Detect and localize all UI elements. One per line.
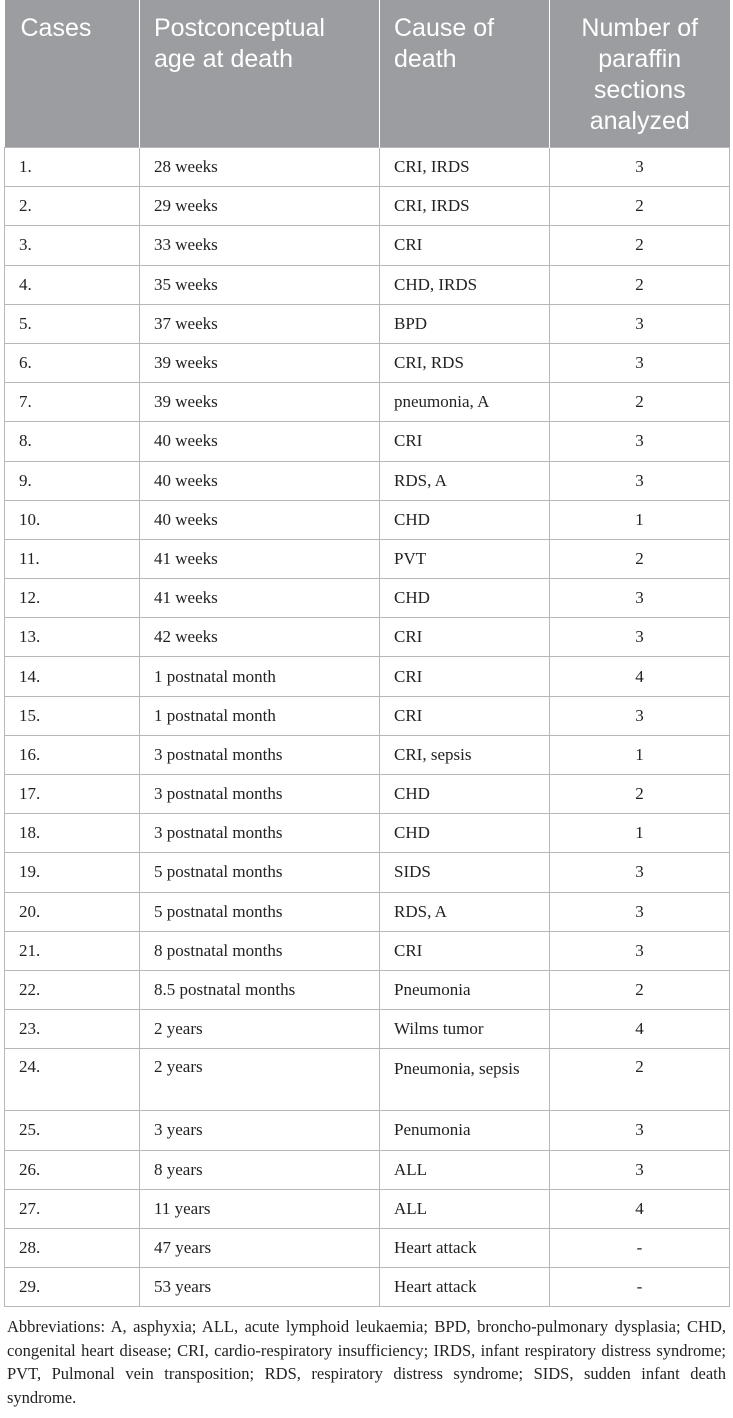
table-row (5, 1268, 730, 1307)
header-sections: Number of paraffin sections analyzed (550, 0, 730, 148)
cell-case: 23. (5, 1010, 140, 1049)
cell-cause: ALL (380, 1189, 550, 1228)
table-row (5, 500, 730, 539)
table-row (5, 148, 730, 187)
table-row (5, 696, 730, 735)
cell-age: 47 years (140, 1228, 380, 1267)
cell-cause: CHD (380, 579, 550, 618)
table-row (5, 461, 730, 500)
cell-sections: 3 (550, 618, 730, 657)
cell-case: 11. (5, 539, 140, 578)
cell-cause: Heart attack (380, 1268, 550, 1307)
table-row (5, 1228, 730, 1267)
cell-case: 18. (5, 814, 140, 853)
cell-sections: 3 (550, 696, 730, 735)
cell-case: 19. (5, 853, 140, 892)
cell-case: 22. (5, 970, 140, 1009)
table-row (5, 304, 730, 343)
cell-cause: Pneumonia, sepsis (380, 1049, 550, 1111)
table-row (5, 343, 730, 382)
cell-case: 5. (5, 304, 140, 343)
cell-age: 8 years (140, 1150, 380, 1189)
cell-sections: 3 (550, 304, 730, 343)
table-row (5, 422, 730, 461)
cell-cause: CRI (380, 696, 550, 735)
cell-case: 12. (5, 579, 140, 618)
cell-sections: 4 (550, 1010, 730, 1049)
cases-table (4, 0, 730, 1307)
cell-case: 6. (5, 343, 140, 382)
cell-cause: CRI (380, 657, 550, 696)
table-row (5, 1010, 730, 1049)
cell-case: 1. (5, 148, 140, 187)
cell-sections: 3 (550, 931, 730, 970)
cell-age: 3 years (140, 1111, 380, 1150)
table-row (5, 1150, 730, 1189)
table-row (5, 265, 730, 304)
table-row (5, 579, 730, 618)
header-age: Postconceptual age at death (140, 0, 380, 148)
cell-age: 8.5 postnatal months (140, 970, 380, 1009)
table-row (5, 735, 730, 774)
cell-age: 53 years (140, 1268, 380, 1307)
cell-sections: 3 (550, 422, 730, 461)
cell-cause: RDS, A (380, 461, 550, 500)
table-row (5, 814, 730, 853)
cell-age: 33 weeks (140, 226, 380, 265)
cell-case: 16. (5, 735, 140, 774)
cell-sections: 2 (550, 383, 730, 422)
cell-sections: 1 (550, 814, 730, 853)
cell-sections: 3 (550, 1150, 730, 1189)
cell-case: 21. (5, 931, 140, 970)
cell-age: 40 weeks (140, 422, 380, 461)
header-cases: Cases (5, 0, 140, 148)
cell-cause: Wilms tumor (380, 1010, 550, 1049)
cell-sections: 3 (550, 579, 730, 618)
table-row (5, 931, 730, 970)
table-row (5, 853, 730, 892)
table-row (5, 657, 730, 696)
cell-cause: PVT (380, 539, 550, 578)
table-body (5, 148, 730, 1307)
cell-case: 27. (5, 1189, 140, 1228)
cell-age: 35 weeks (140, 265, 380, 304)
cell-age: 40 weeks (140, 461, 380, 500)
cell-cause: CHD (380, 814, 550, 853)
cell-sections: 3 (550, 343, 730, 382)
table-row (5, 226, 730, 265)
cell-sections: 4 (550, 1189, 730, 1228)
table-header (5, 0, 730, 148)
cell-cause: CHD, IRDS (380, 265, 550, 304)
cell-cause: SIDS (380, 853, 550, 892)
cell-case: 20. (5, 892, 140, 931)
cell-case: 28. (5, 1228, 140, 1267)
table-row (5, 383, 730, 422)
cell-age: 1 postnatal month (140, 657, 380, 696)
cell-case: 3. (5, 226, 140, 265)
cell-sections: - (550, 1228, 730, 1267)
header-cause: Cause of death (380, 0, 550, 148)
table-row (5, 892, 730, 931)
cell-sections: 2 (550, 775, 730, 814)
cell-sections: 1 (550, 500, 730, 539)
cell-case: 9. (5, 461, 140, 500)
cell-cause: CRI (380, 422, 550, 461)
cell-age: 5 postnatal months (140, 892, 380, 931)
cell-cause: pneumonia, A (380, 383, 550, 422)
cell-case: 13. (5, 618, 140, 657)
cell-case: 17. (5, 775, 140, 814)
table-row (5, 775, 730, 814)
cell-sections: 3 (550, 148, 730, 187)
cell-age: 41 weeks (140, 579, 380, 618)
cell-case: 25. (5, 1111, 140, 1150)
cell-cause: BPD (380, 304, 550, 343)
cell-sections: 4 (550, 657, 730, 696)
cell-cause: RDS, A (380, 892, 550, 931)
cell-cause: CRI, IRDS (380, 187, 550, 226)
cell-age: 41 weeks (140, 539, 380, 578)
cell-sections: 3 (550, 892, 730, 931)
table-row (5, 970, 730, 1009)
cell-sections: 2 (550, 187, 730, 226)
cell-age: 5 postnatal months (140, 853, 380, 892)
cell-cause: CHD (380, 775, 550, 814)
cell-cause: CRI, sepsis (380, 735, 550, 774)
cell-cause: CRI, IRDS (380, 148, 550, 187)
cell-sections: 3 (550, 461, 730, 500)
cell-sections: 2 (550, 539, 730, 578)
cell-cause: ALL (380, 1150, 550, 1189)
cell-age: 28 weeks (140, 148, 380, 187)
table-container (4, 0, 729, 1409)
cell-case: 7. (5, 383, 140, 422)
cell-cause: Heart attack (380, 1228, 550, 1267)
cell-case: 10. (5, 500, 140, 539)
cell-cause: CRI (380, 931, 550, 970)
cell-age: 42 weeks (140, 618, 380, 657)
table-row (5, 1049, 730, 1111)
cell-age: 2 years (140, 1049, 380, 1111)
cell-age: 39 weeks (140, 343, 380, 382)
cell-sections: 2 (550, 970, 730, 1009)
cell-age: 3 postnatal months (140, 775, 380, 814)
cell-sections: 1 (550, 735, 730, 774)
table-row (5, 618, 730, 657)
cell-case: 26. (5, 1150, 140, 1189)
cell-age: 11 years (140, 1189, 380, 1228)
cell-case: 4. (5, 265, 140, 304)
cell-age: 39 weeks (140, 383, 380, 422)
cell-case: 8. (5, 422, 140, 461)
cell-age: 3 postnatal months (140, 814, 380, 853)
cell-age: 1 postnatal month (140, 696, 380, 735)
cell-sections: - (550, 1268, 730, 1307)
table-row (5, 539, 730, 578)
cell-case: 29. (5, 1268, 140, 1307)
abbreviations-footnote: Abbreviations: A, asphyxia; ALL, acute lymphoid leukaemia; BPD, broncho-pulmonary dysplasia; CHD, congenital heart disease; CRI, cardio-respiratory insufficiency; IRDS, infant respiratory distress syndrome; PVT, Pulmonal vein transposition; RDS, respiratory distress syndrome; SIDS, sudden infant death syndrome. (7, 1317, 726, 1407)
cell-age: 29 weeks (140, 187, 380, 226)
table-row (5, 1189, 730, 1228)
cell-age: 2 years (140, 1010, 380, 1049)
cell-sections: 2 (550, 226, 730, 265)
cell-age: 40 weeks (140, 500, 380, 539)
cell-age: 8 postnatal months (140, 931, 380, 970)
header-row (5, 0, 730, 148)
cell-sections: 3 (550, 853, 730, 892)
cell-cause: CHD (380, 500, 550, 539)
cell-cause: CRI (380, 226, 550, 265)
cell-case: 14. (5, 657, 140, 696)
cell-cause: Penumonia (380, 1111, 550, 1150)
cell-case: 24. (5, 1049, 140, 1111)
cell-age: 3 postnatal months (140, 735, 380, 774)
table-row (5, 1111, 730, 1150)
cell-sections: 2 (550, 1049, 730, 1111)
cell-cause: CRI (380, 618, 550, 657)
cell-cause: CRI, RDS (380, 343, 550, 382)
cell-age: 37 weeks (140, 304, 380, 343)
cell-sections: 3 (550, 1111, 730, 1150)
cell-case: 2. (5, 187, 140, 226)
cell-case: 15. (5, 696, 140, 735)
table-row (5, 187, 730, 226)
cell-sections: 2 (550, 265, 730, 304)
cell-cause: Pneumonia (380, 970, 550, 1009)
